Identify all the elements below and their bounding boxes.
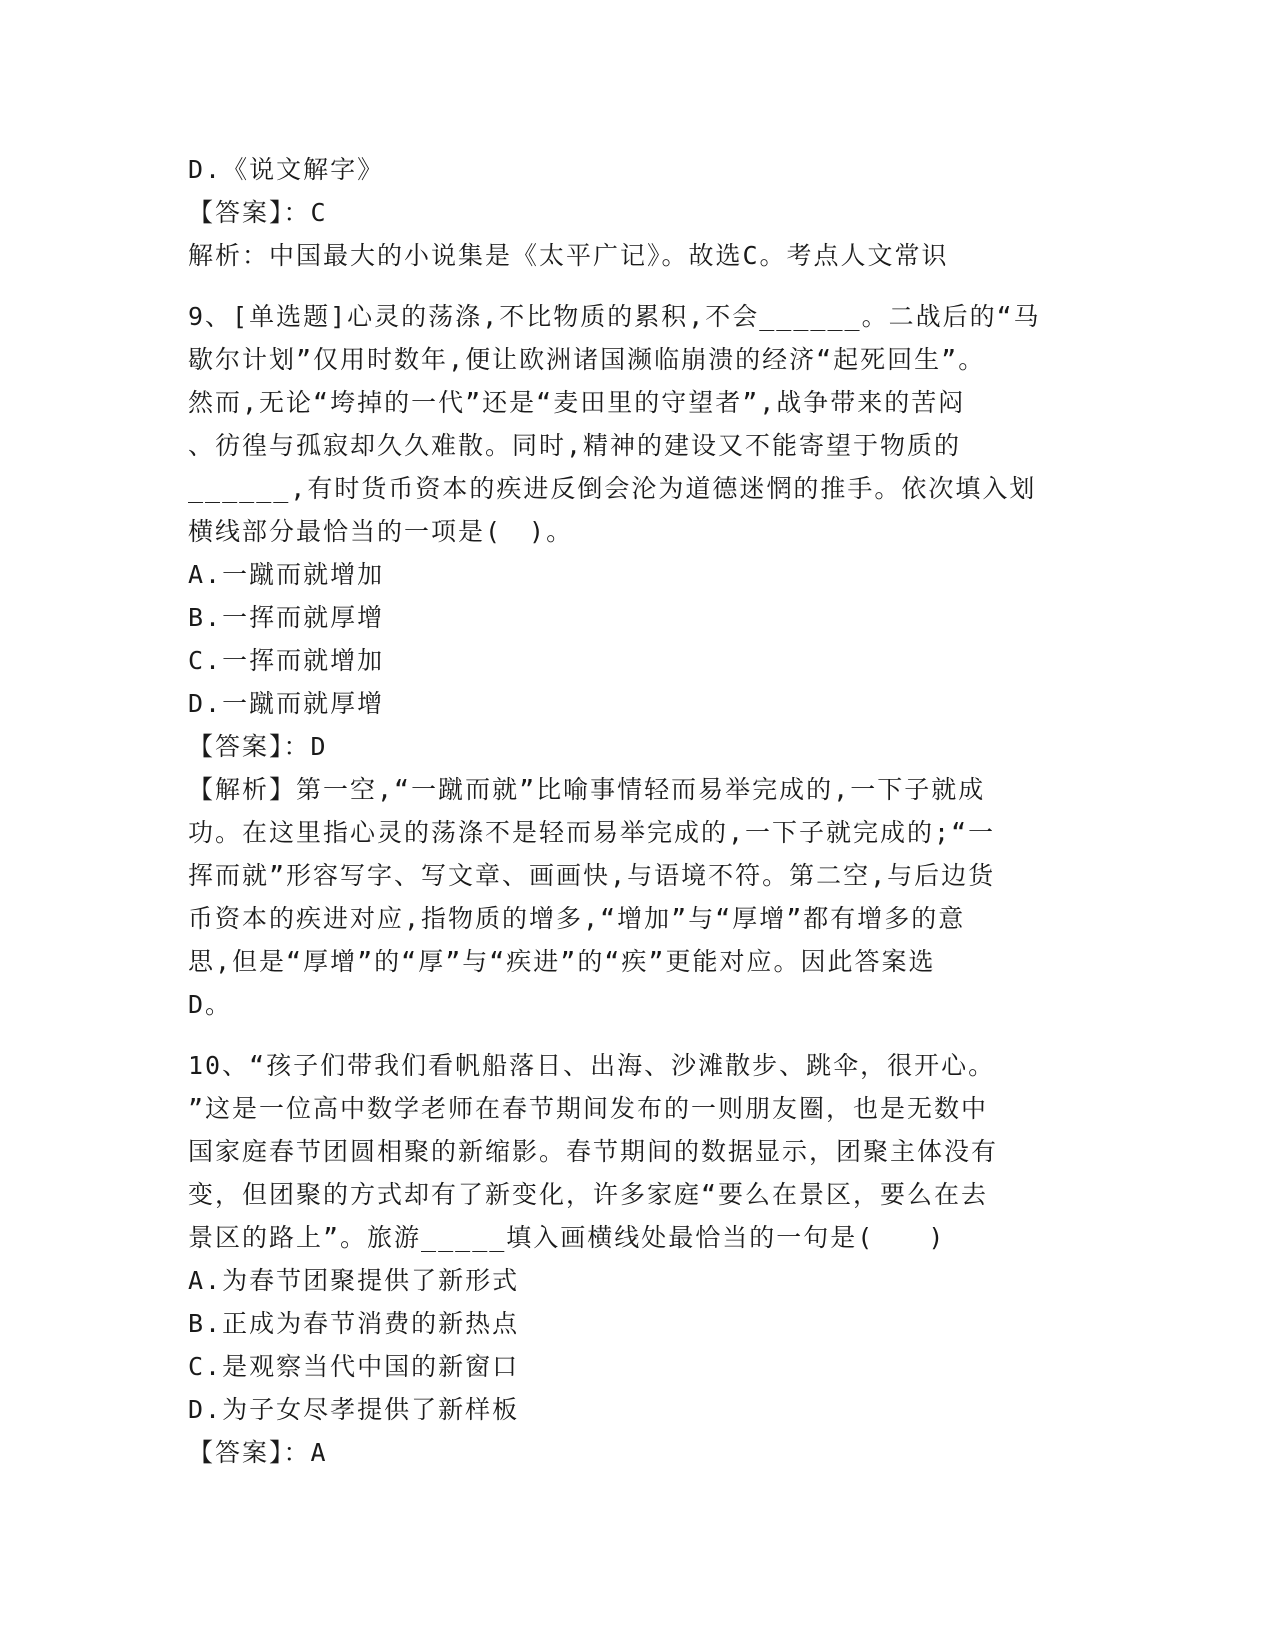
option-d: D.《说文解字》 <box>188 155 385 184</box>
explanation-line: 思,但是“厚增”的“厚”与“疾进”的“疾”更能对应。因此答案选 <box>188 947 936 976</box>
option-c: C.一挥而就增加 <box>188 646 385 675</box>
option-c: C.是观察当代中国的新窗口 <box>188 1352 520 1381</box>
explanation-line: 解析：中国最大的小说集是《太平广记》。故选C。考点人文常识 <box>188 241 949 270</box>
question-10 <box>188 1044 1088 1474</box>
explanation-line: 挥而就”形容写字、写文章、画画快,与语境不符。第二空,与后边货 <box>188 861 996 890</box>
question-stem-line: 歇尔计划”仅用时数年,便让欧洲诸国濒临崩溃的经济“起死回生”。 <box>188 345 986 374</box>
question-stem-line: 然而,无论“垮掉的一代”还是“麦田里的守望者”,战争带来的苦闷 <box>188 388 966 417</box>
option-b: B.一挥而就厚增 <box>188 603 385 632</box>
question-stem-line: 景区的路上”。旅游_____填入画横线处最恰当的一句是( ) <box>188 1223 946 1252</box>
explanation-line: 【解析】第一空,“一蹴而就”比喻事情轻而易举完成的,一下子就成 <box>188 775 986 804</box>
option-a: A.为春节团聚提供了新形式 <box>188 1266 520 1295</box>
previous-question-tail <box>188 148 1088 277</box>
question-9 <box>188 295 1088 1026</box>
spacer <box>188 1026 1088 1044</box>
answer-line: 【答案】：C <box>188 198 328 227</box>
answer-line: 【答案】：A <box>188 1438 328 1467</box>
question-stem-line: 横线部分最恰当的一项是( )。 <box>188 517 574 546</box>
question-stem-line: 9、[单选题]心灵的荡涤,不比物质的累积,不会______。二战后的“马 <box>188 302 1041 331</box>
document-page <box>188 148 1088 1474</box>
answer-line: 【答案】：D <box>188 732 328 761</box>
explanation-line: D。 <box>188 990 233 1019</box>
question-stem-line: 10、“孩子们带我们看帆船落日、出海、沙滩散步、跳伞，很开心。 <box>188 1051 996 1080</box>
explanation-line: 币资本的疾进对应,指物质的增多,“增加”与“厚增”都有增多的意 <box>188 904 966 933</box>
question-stem-line: ”这是一位高中数学老师在春节期间发布的一则朋友圈，也是无数中 <box>188 1094 989 1123</box>
spacer <box>188 277 1088 295</box>
question-stem-line: 、彷徨与孤寂却久久难散。同时,精神的建设又不能寄望于物质的 <box>188 431 962 460</box>
option-d: D.为子女尽孝提供了新样板 <box>188 1395 520 1424</box>
option-d: D.一蹴而就厚增 <box>188 689 385 718</box>
option-b: B.正成为春节消费的新热点 <box>188 1309 520 1338</box>
explanation-line: 功。在这里指心灵的荡涤不是轻而易举完成的,一下子就完成的;“一 <box>188 818 996 847</box>
question-stem-line: 国家庭春节团圆相聚的新缩影。春节期间的数据显示，团聚主体没有 <box>188 1137 999 1166</box>
question-stem-line: ______,有时货币资本的疾进反倒会沦为道德迷惘的推手。依次填入划 <box>188 474 1037 503</box>
option-a: A.一蹴而就增加 <box>188 560 385 589</box>
question-stem-line: 变，但团聚的方式却有了新变化，许多家庭“要么在景区，要么在去 <box>188 1180 989 1209</box>
